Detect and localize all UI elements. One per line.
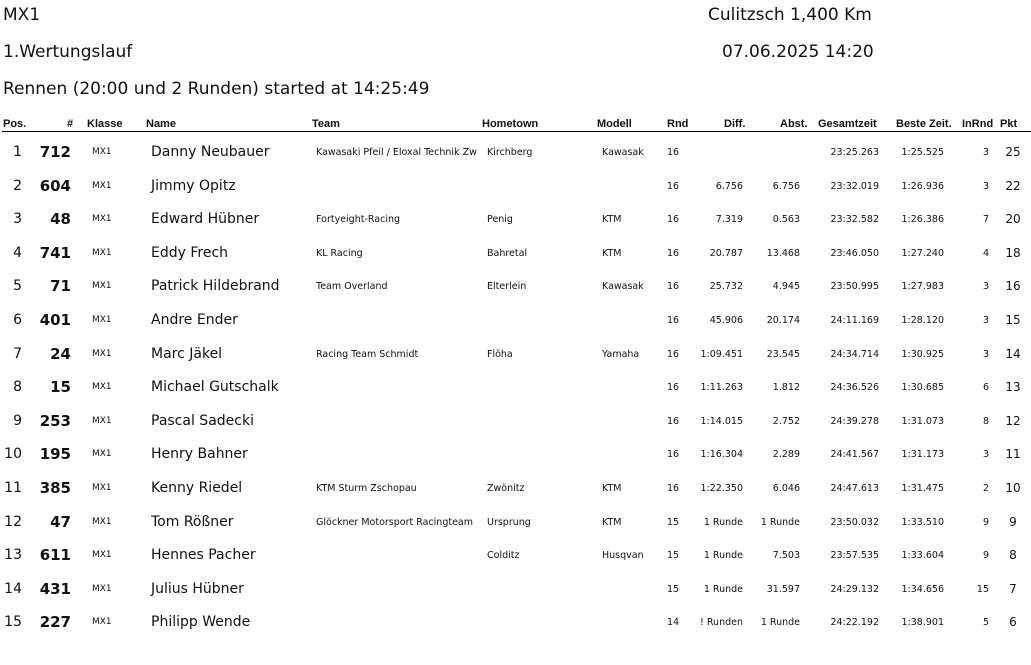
col-gesamtzeit: Gesamtzeit [818, 118, 877, 130]
team: Glöckner Motorsport Racingteam [316, 516, 473, 528]
class: MX1 [92, 348, 112, 359]
class: MX1 [92, 147, 112, 157]
gap-to-leader: 1 Runde [703, 516, 743, 528]
best-lap: 1:27.983 [901, 281, 944, 293]
points: 22 [1005, 178, 1021, 193]
laps: 15 [666, 516, 680, 528]
class: MX1 [92, 315, 112, 325]
best-lap-number: 9 [982, 516, 989, 528]
start-number: 195 [39, 445, 71, 464]
hometown: Colditz [487, 550, 520, 562]
table-row [0, 474, 1031, 504]
results-header [0, 118, 1031, 132]
position: 10 [4, 446, 22, 463]
points: 18 [1005, 245, 1021, 260]
hometown: Bahretal [487, 247, 528, 259]
gap-to-previous: 6.756 [772, 180, 800, 192]
best-lap-number: 3 [982, 281, 989, 293]
points: 12 [1005, 413, 1021, 428]
bike-model: KTM [602, 516, 622, 528]
table-row [0, 575, 1031, 605]
start-number: 24 [50, 344, 71, 363]
laps: 16 [666, 415, 680, 427]
table-row [0, 239, 1031, 269]
class: MX1 [92, 382, 112, 393]
total-time: 23:25.263 [830, 147, 879, 158]
best-lap-number: 3 [982, 315, 989, 326]
track-info: Culitzsch 1,400 Km [708, 5, 872, 25]
gap-to-leader: 1:22.350 [700, 483, 743, 494]
gap-to-leader: 25.732 [709, 281, 743, 293]
points: 7 [1009, 581, 1017, 596]
gap-to-previous: 6.046 [772, 483, 800, 494]
col-pkt: Pkt [1000, 118, 1018, 130]
total-time: 24:36.526 [830, 382, 879, 394]
gap-to-previous: 23.545 [766, 348, 800, 360]
total-time: 23:46.050 [830, 247, 879, 259]
gap-to-previous: 0.563 [772, 214, 800, 226]
table-row [0, 340, 1031, 370]
col-num: # [67, 118, 74, 130]
total-time: 24:34.714 [830, 348, 879, 360]
table-row [0, 608, 1031, 638]
hometown: Penig [487, 214, 513, 226]
position: 2 [13, 177, 22, 194]
points: 6 [1009, 615, 1017, 630]
class: MX1 [92, 617, 112, 628]
laps: 16 [666, 147, 680, 158]
bike-model: Kawasak [602, 147, 644, 158]
points: 14 [1005, 346, 1021, 361]
table-row [0, 172, 1031, 202]
laps: 16 [666, 315, 680, 326]
laps: 15 [666, 583, 680, 595]
total-time: 24:29.132 [830, 583, 879, 595]
rider-name: Philipp Wende [151, 614, 251, 631]
team: Fortyeight-Racing [316, 214, 401, 226]
gap-to-leader: ! Runden [700, 617, 743, 629]
best-lap: 1:26.386 [901, 214, 944, 226]
position: 1 [13, 144, 22, 160]
rider-name: Pascal Sadecki [151, 412, 254, 429]
total-time: 23:32.582 [830, 214, 879, 226]
best-lap: 1:33.510 [901, 516, 944, 528]
best-lap-number: 6 [982, 382, 989, 394]
start-number: 71 [50, 277, 71, 296]
bike-model: KTM [602, 214, 622, 226]
gap-to-leader: 1:16.304 [700, 449, 743, 461]
start-number: 741 [39, 243, 71, 262]
position: 3 [13, 211, 22, 228]
bike-model: Kawasak [602, 281, 644, 293]
best-lap: 1:33.604 [901, 550, 944, 562]
position: 4 [13, 244, 22, 261]
points: 16 [1005, 279, 1021, 294]
gap-to-previous: 13.468 [766, 247, 800, 259]
class: MX1 [92, 415, 112, 426]
rider-name: Michael Gutschalk [151, 379, 279, 396]
laps: 16 [666, 214, 680, 226]
laps: 16 [666, 247, 680, 259]
best-lap-number: 9 [982, 550, 989, 562]
position: 9 [13, 412, 22, 429]
total-time: 23:50.995 [830, 281, 879, 293]
class-title: MX1 [3, 5, 41, 25]
table-row [0, 541, 1031, 571]
table-row [0, 440, 1031, 470]
race-datetime: 07.06.2025 14:20 [722, 42, 874, 62]
start-number: 48 [50, 210, 71, 229]
best-lap: 1:27.240 [901, 247, 944, 259]
col-abst: Abst. [780, 118, 808, 130]
gap-to-leader: 6.756 [715, 180, 743, 192]
table-row [0, 205, 1031, 235]
best-lap-number: 3 [982, 348, 989, 360]
hometown: Flöha [487, 348, 513, 360]
gap-to-leader: 1:14.015 [700, 415, 743, 427]
hometown: Zwönitz [487, 483, 525, 494]
bike-model: KTM [602, 247, 622, 259]
points: 11 [1005, 447, 1021, 462]
best-lap-number: 5 [982, 617, 989, 629]
gap-to-leader: 7.319 [715, 214, 743, 226]
laps: 15 [666, 550, 680, 562]
best-lap: 1:38.901 [901, 617, 944, 629]
gap-to-leader: 45.906 [709, 315, 743, 326]
gap-to-previous: 2.289 [772, 449, 800, 461]
col-klasse: Klasse [87, 118, 123, 130]
position: 6 [13, 312, 22, 328]
best-lap-number: 3 [982, 449, 989, 461]
start-number: 15 [50, 378, 71, 397]
rider-name: Jimmy Opitz [151, 177, 236, 194]
bike-model: Husqvan [602, 550, 644, 562]
gap-to-previous: 20.174 [766, 315, 800, 326]
best-lap: 1:34.656 [901, 583, 944, 595]
best-lap: 1:25.525 [901, 147, 944, 158]
team: KTM Sturm Zschopau [316, 483, 417, 494]
points: 25 [1005, 145, 1021, 159]
col-beste-zeit: Beste Zeit. [896, 118, 952, 130]
points: 9 [1009, 514, 1017, 529]
rider-name: Kenny Riedel [151, 480, 243, 496]
gap-to-leader: 1:11.263 [700, 382, 743, 394]
class: MX1 [92, 550, 112, 561]
laps: 16 [666, 449, 680, 461]
points: 20 [1005, 212, 1021, 227]
position: 14 [4, 580, 22, 597]
gap-to-previous: 1 Runde [760, 617, 800, 629]
best-lap: 1:31.173 [901, 449, 944, 461]
total-time: 24:11.169 [830, 315, 879, 326]
col-modell: Modell [597, 118, 632, 130]
start-number: 227 [39, 613, 71, 632]
rider-name: Eddy Frech [151, 244, 229, 261]
rider-name: Marc Jäkel [151, 345, 223, 362]
rider-name: Tom Rößner [151, 513, 234, 530]
best-lap: 1:26.936 [901, 180, 944, 192]
laps: 16 [666, 382, 680, 394]
hometown: Elterlein [487, 281, 527, 293]
best-lap: 1:30.685 [901, 382, 944, 394]
points: 8 [1009, 548, 1017, 563]
gap-to-previous: 7.503 [772, 550, 800, 562]
points: 10 [1005, 481, 1021, 495]
best-lap: 1:30.925 [901, 348, 944, 360]
gap-to-leader: 1:09.451 [700, 348, 743, 360]
team: Racing Team Schmidt [316, 348, 419, 360]
start-number: 611 [39, 546, 71, 565]
best-lap: 1:31.475 [901, 483, 944, 494]
points: 13 [1005, 380, 1021, 395]
table-row [0, 407, 1031, 437]
start-number: 401 [39, 311, 71, 329]
class: MX1 [92, 516, 112, 527]
header-divider [2, 131, 1031, 132]
best-lap-number: 3 [982, 147, 989, 158]
col-inrnd: InRnd [962, 118, 994, 130]
col-hometown: Hometown [482, 118, 539, 130]
laps: 16 [666, 348, 680, 360]
rider-name: Henry Bahner [151, 446, 248, 463]
position: 7 [13, 345, 22, 362]
hometown: Ursprung [487, 516, 531, 528]
position: 5 [13, 278, 22, 295]
gap-to-leader: 1 Runde [703, 550, 743, 562]
col-name: Name [146, 118, 176, 130]
class: MX1 [92, 449, 112, 460]
best-lap-number: 15 [976, 583, 989, 595]
position: 15 [4, 614, 22, 631]
class: MX1 [92, 214, 112, 225]
hometown: Kirchberg [487, 147, 533, 158]
best-lap-number: 7 [982, 214, 989, 226]
round-title: 1.Wertungslauf [3, 42, 133, 62]
rider-name: Andre Ender [151, 312, 238, 328]
total-time: 24:41.567 [830, 449, 879, 461]
col-team: Team [312, 118, 340, 130]
best-lap-number: 4 [982, 247, 989, 259]
start-number: 712 [39, 143, 71, 161]
table-row [0, 373, 1031, 403]
team: Kawasaki Pfeil / Eloxal Technik Zw [316, 147, 477, 158]
start-number: 604 [39, 176, 71, 195]
class: MX1 [92, 180, 112, 191]
table-row [0, 138, 1031, 168]
class: MX1 [92, 483, 112, 493]
gap-to-previous: 31.597 [766, 583, 800, 595]
bike-model: Yamaha [602, 348, 640, 360]
position: 12 [4, 513, 22, 530]
total-time: 24:47.613 [830, 483, 879, 494]
table-row [0, 508, 1031, 538]
total-time: 23:57.535 [830, 550, 879, 562]
rider-name: Danny Neubauer [151, 144, 270, 160]
total-time: 23:50.032 [830, 516, 879, 528]
total-time: 23:32.019 [830, 180, 879, 192]
rider-name: Edward Hübner [151, 211, 260, 228]
best-lap-number: 2 [982, 483, 989, 494]
best-lap-number: 8 [982, 415, 989, 427]
laps: 16 [666, 281, 680, 293]
col-diff: Diff. [724, 118, 746, 130]
start-number: 385 [39, 479, 71, 497]
rider-name: Patrick Hildebrand [151, 278, 280, 295]
team: Team Overland [316, 281, 388, 293]
gap-to-previous: 1 Runde [760, 516, 800, 528]
team: KL Racing [316, 247, 363, 259]
laps: 14 [666, 617, 680, 629]
rider-name: Julius Hübner [151, 580, 244, 597]
gap-to-previous: 1.812 [772, 382, 800, 394]
class: MX1 [92, 247, 112, 258]
table-row [0, 272, 1031, 302]
rider-name: Hennes Pacher [151, 547, 256, 564]
bike-model: KTM [602, 483, 622, 494]
best-lap-number: 3 [982, 180, 989, 192]
gap-to-previous: 2.752 [772, 415, 800, 427]
points: 15 [1005, 313, 1021, 327]
race-info: Rennen (20:00 und 2 Runden) started at 14:25:49 [3, 79, 430, 99]
table-row [0, 306, 1031, 336]
position: 13 [4, 547, 22, 564]
start-number: 47 [50, 512, 71, 531]
start-number: 431 [39, 579, 71, 598]
best-lap: 1:28.120 [901, 315, 944, 326]
position: 11 [4, 480, 22, 496]
laps: 16 [666, 483, 680, 494]
total-time: 24:22.192 [830, 617, 879, 629]
class: MX1 [92, 583, 112, 594]
col-rnd: Rnd [667, 118, 689, 130]
gap-to-previous: 4.945 [772, 281, 800, 293]
total-time: 24:39.278 [830, 415, 879, 427]
best-lap: 1:31.073 [901, 415, 944, 427]
gap-to-leader: 1 Runde [703, 583, 743, 595]
class: MX1 [92, 281, 112, 292]
col-pos: Pos. [3, 118, 27, 130]
laps: 16 [666, 180, 680, 192]
start-number: 253 [39, 411, 71, 430]
gap-to-leader: 20.787 [709, 247, 743, 259]
position: 8 [13, 379, 22, 396]
